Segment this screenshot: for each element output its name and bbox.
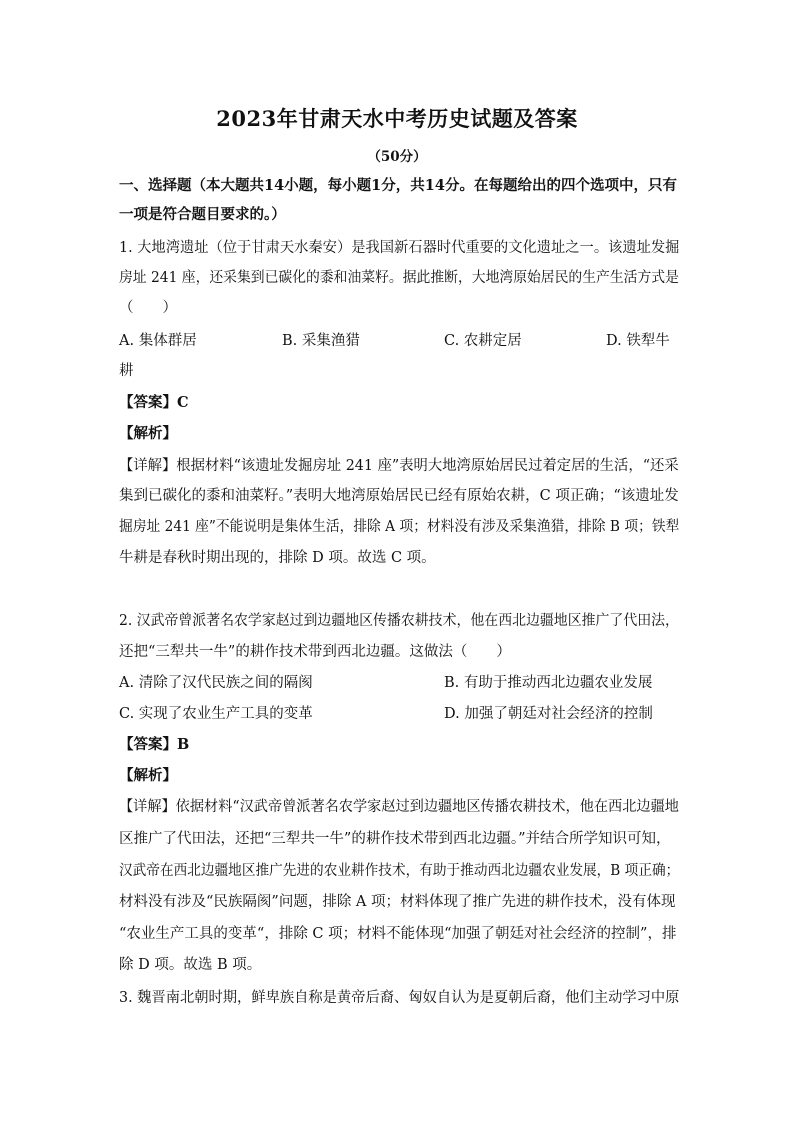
q1-detail-line-3: 掘房址 241 座”不能说明是集体生活，排除 A 项；材料没有涉及采集渔猎，排除 B 项；铁犁 xyxy=(119,519,680,535)
q2-detail-line-2: 区推广了代田法，还把“三犁共一牛”的耕作技术带到西北边疆。”并结合所学知识可知， xyxy=(119,831,671,847)
q1-option-b: B. 采集渔猎 xyxy=(282,333,360,349)
q1-detail-line-1: 【详解】根据材料“该遗址发掘房址 241 座”表明大地湾原始居民过着定居的生活，“还采 xyxy=(119,458,679,474)
q2-stem-line-1: 2. 汉武帝曾派著名农学家赵过到边疆地区传播农耕技术，他在西北边疆地区推广了代田法， xyxy=(119,613,679,629)
section-heading-line-2: 一项是符合题目要求的。） xyxy=(119,206,286,223)
q2-option-c: C. 实现了农业生产工具的变革 xyxy=(119,706,313,722)
q2-detail-line-5: “农业生产工具的变革“，排除 C 项；材料不能体现“加强了朝廷对社会经济的控制”，排 xyxy=(119,926,677,942)
q1-option-c: C. 农耕定居 xyxy=(444,333,522,349)
q2-option-d: D. 加强了朝廷对社会经济的控制 xyxy=(444,706,653,722)
page-title: 2023年甘肃天水中考历史试题及答案 xyxy=(216,106,578,131)
q1-detail-line-4: 牛耕是春秋时期出现的，排除 D 项。故选 C 项。 xyxy=(119,550,436,566)
q1-analysis-label: 【解析】 xyxy=(119,425,177,442)
section-heading-line-1: 一、选择题（本大题共14小题，每小题1分，共14分。在每题给出的四个选项中，只有 xyxy=(119,177,677,194)
score-note: （50分） xyxy=(367,149,427,165)
q2-detail-line-6: 除 D 项。故选 B 项。 xyxy=(119,957,262,973)
q3-stem-line-1: 3. 魏晋南北朝时期，鲜卑族自称是黄帝后裔、匈奴自认为是夏朝后裔，他们主动学习中原 xyxy=(119,990,680,1006)
q1-option-d-wrap: 耕 xyxy=(119,363,134,379)
q2-detail-line-3: 汉武帝在西北边疆地区推广先进的农业耕作技术，有助于推动西北边疆农业发展，B 项正确； xyxy=(119,863,680,879)
q2-detail-line-1: 【详解】依据材料“汉武帝曾派著名农学家赵过到边疆地区传播农耕技术，他在西北边疆地 xyxy=(119,799,679,815)
q1-answer: 【答案】C xyxy=(119,394,189,411)
q1-stem-line-3: （ ） xyxy=(119,300,177,316)
q2-option-b: B. 有助于推动西北边疆农业发展 xyxy=(444,675,653,691)
q1-option-d: D. 铁犁牛 xyxy=(606,333,670,349)
q1-detail-line-2: 集到已碳化的黍和油菜籽。”表明大地湾原始居民已经有原始农耕，C 项正确；“该遗址发 xyxy=(119,488,679,504)
q2-stem-line-2: 还把“三犁共一牛”的耕作技术带到西北边疆。这做法（ ） xyxy=(119,644,511,660)
q2-analysis-label: 【解析】 xyxy=(119,767,177,784)
q1-stem-line-2: 房址 241 座，还采集到已碳化的黍和油菜籽。据此推断，大地湾原始居民的生产生活方式是 xyxy=(119,270,679,286)
q2-detail-line-4: 材料没有涉及“民族隔阂”问题，排除 A 项；材料体现了推广先进的耕作技术，没有体现 xyxy=(119,894,676,910)
q1-option-a: A. 集体群居 xyxy=(119,333,197,349)
q2-answer: 【答案】B xyxy=(119,736,190,753)
q1-stem-line-1: 1. 大地湾遗址（位于甘肃天水秦安）是我国新石器时代重要的文化遗址之一。该遗址发掘 xyxy=(119,240,680,256)
q2-option-a: A. 清除了汉代民族之间的隔阂 xyxy=(119,675,313,691)
